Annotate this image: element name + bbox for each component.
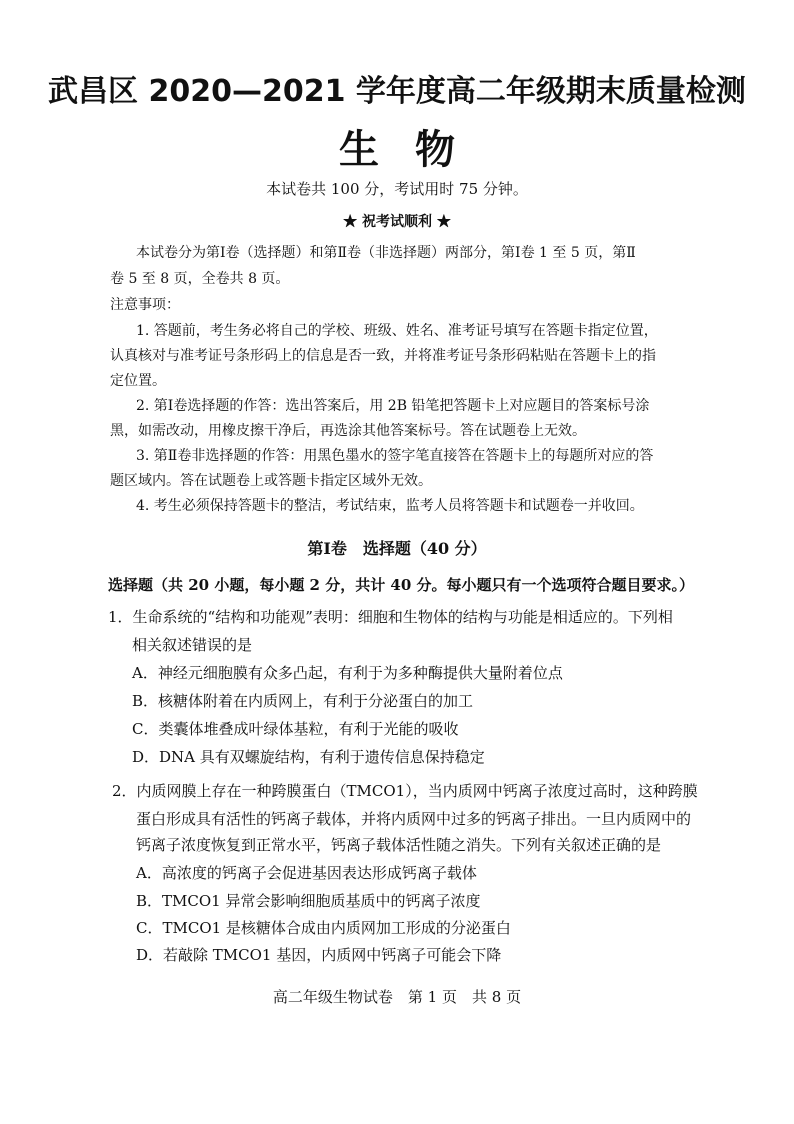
question-1-option-a: A．神经元细胞膜有众多凸起，有利于为多种酶提供大量附着位点: [132, 664, 563, 682]
question-2-stem-line-1: 2．内质网膜上存在一种跨膜蛋白（TMCO1），当内质网中钙离子浓度过高时，这种跨膜: [112, 782, 698, 800]
question-2-option-a: A．高浓度的钙离子会促进基因表达形成钙离子载体: [136, 864, 477, 882]
notice-item-1-line-3: 定位置。: [110, 373, 166, 389]
notice-heading: 注意事项：: [110, 297, 180, 313]
question-2-stem-line-2: 蛋白形成具有活性的钙离子载体，并将内质网中过多的钙离子排出。一旦内质网中的: [136, 810, 692, 828]
subject-title: 生物: [339, 127, 491, 173]
page-footer: 高二年级生物试卷 第 1 页 共 8 页: [272, 988, 522, 1006]
notice-item-2-line-2: 黑，如需改动，用橡皮擦干净后，再选涂其他答案标号。答在试题卷上无效。: [110, 423, 586, 439]
section-title: 第Ⅰ卷 选择题（40 分）: [307, 539, 487, 558]
question-2-option-b: B．TMCO1 异常会影响细胞质基质中的钙离子浓度: [136, 892, 481, 910]
question-1-option-c: C．类囊体堆叠成叶绿体基粒，有利于光能的吸收: [132, 720, 459, 738]
question-1-option-b: B．核糖体附着在内质网上，有利于分泌蛋白的加工: [132, 692, 474, 710]
notice-item-1-line-1: 1. 答题前，考生务必将自己的学校、班级、姓名、准考证号填写在答题卡指定位置，: [136, 323, 658, 339]
question-1-option-d: D．DNA 具有双螺旋结构，有利于遗传信息保持稳定: [132, 748, 485, 766]
good-luck-note: ★ 祝考试顺利 ★: [343, 214, 451, 230]
intro-line-2: 卷 5 至 8 页，全卷共 8 页。: [110, 271, 290, 287]
question-1-stem-line-2: 相关叙述错误的是: [132, 636, 253, 654]
question-2-option-d: D．若敲除 TMCO1 基因，内质网中钙离子可能会下降: [136, 946, 502, 964]
notice-item-3-line-2: 题区域内。答在试题卷上或答题卡指定区域外无效。: [110, 473, 432, 489]
notice-item-2-line-1: 2. 第Ⅰ卷选择题的作答：选出答案后，用 2B 铅笔把答题卡上对应题目的答案标号涂: [136, 398, 650, 414]
question-2-option-c: C．TMCO1 是核糖体合成由内质网加工形成的分泌蛋白: [136, 919, 511, 937]
intro-line-1: 本试卷分为第Ⅰ卷（选择题）和第Ⅱ卷（非选择题）两部分，第Ⅰ卷 1 至 5 页，第Ⅱ: [136, 245, 636, 261]
question-1-stem-line-1: 1．生命系统的“结构和功能观”表明：细胞和生物体的结构与功能是相适应的。下列相: [108, 608, 673, 626]
notice-item-3-line-1: 3. 第Ⅱ卷非选择题的作答：用黑色墨水的签字笔直接答在答题卡上的每题所对应的答: [136, 448, 654, 464]
exam-title: 武昌区 2020—2021 学年度高二年级期末质量检测: [48, 74, 746, 109]
exam-info: 本试卷共 100 分，考试用时 75 分钟。: [266, 180, 528, 198]
section-instructions: 选择题（共 20 小题，每小题 2 分，共计 40 分。每小题只有一个选项符合题目要求。）: [108, 576, 695, 594]
notice-item-1-line-2: 认真核对与准考证号条形码上的信息是否一致，并将准考证号条形码粘贴在答题卡上的指: [110, 348, 656, 364]
notice-item-4-line-1: 4. 考生必须保持答题卡的整洁，考试结束，监考人员将答题卡和试题卷一并收回。: [136, 498, 644, 514]
question-2-stem-line-3: 钙离子浓度恢复到正常水平，钙离子载体活性随之消失。下列有关叙述正确的是: [136, 836, 662, 854]
